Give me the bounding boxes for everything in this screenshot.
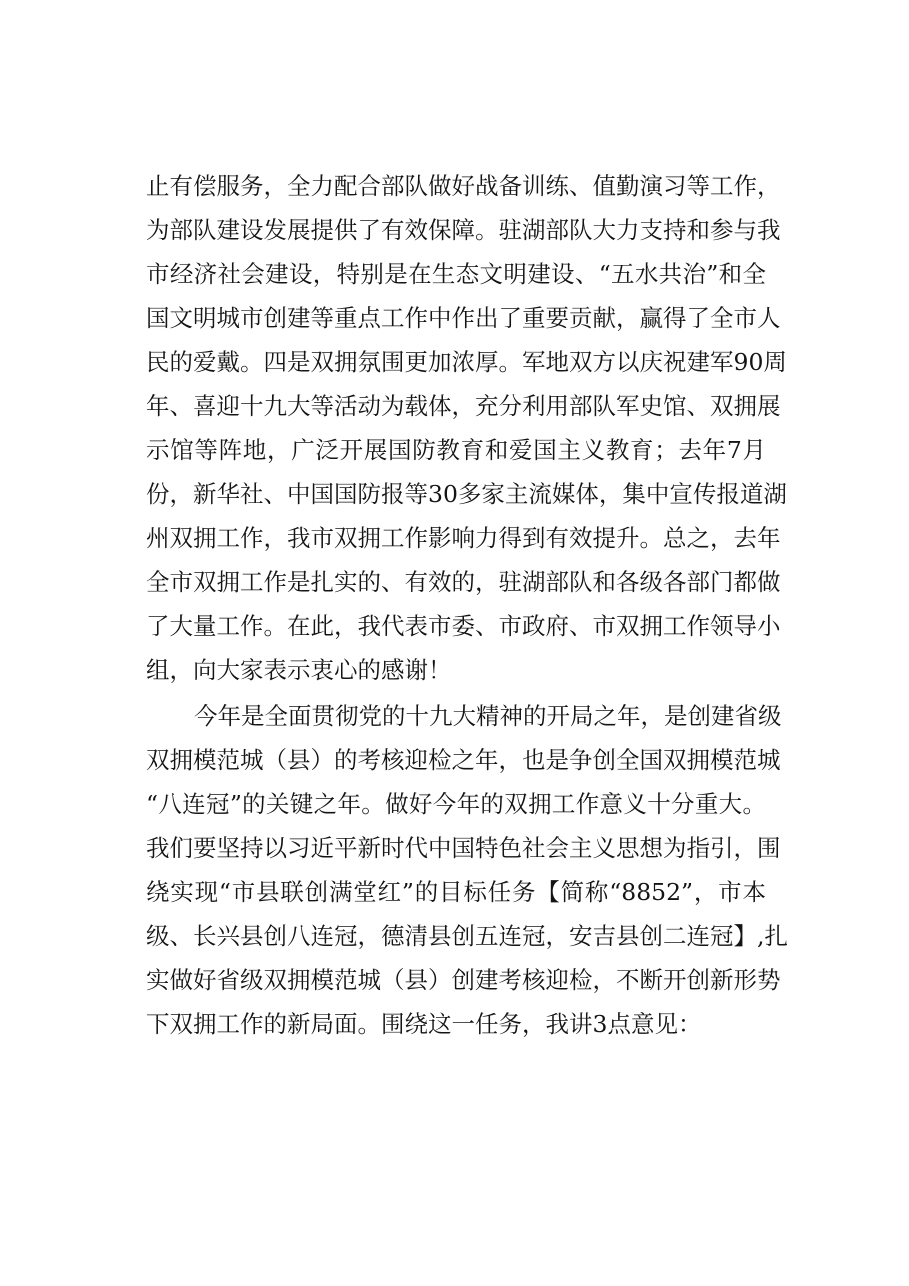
paragraph-line: 绕实现“市县联创满堂红”的目标任务【简称“8852”，市本 (146, 878, 766, 906)
paragraph-line: 全市双拥工作是扎实的、有效的，驻湖部队和各级各部门都做 (146, 568, 781, 596)
paragraph-line: 止有偿服务，全力配合部队做好战备训练、值勤演习等工作， (146, 172, 781, 200)
paragraph-line: 国文明城市创建等重点工作中作出了重要贡献，赢得了全市人 (146, 304, 781, 332)
paragraph-line: 实做好省级双拥模范城（县）创建考核迎检，不断开创新形势 (146, 966, 781, 994)
paragraph-line: 州双拥工作，我市双拥工作影响力得到有效提升。总之，去年 (146, 524, 781, 552)
paragraph-2 (146, 694, 788, 1046)
paragraph-line: 今年是全面贯彻党的十九大精神的开局之年，是创建省级 (194, 702, 782, 730)
paragraph-line: 示馆等阵地，广泛开展国防教育和爱国主义教育；去年7月 (146, 436, 766, 464)
paragraph-line: 我们要坚持以习近平新时代中国特色社会主义思想为指引，围 (146, 834, 781, 862)
paragraph-line: 组，向大家表示衷心的感谢！ (146, 656, 452, 684)
paragraph-line: 级、长兴县创八连冠，德清县创五连冠，安吉县创二连冠】,扎 (146, 922, 788, 950)
paragraph-line: 市经济社会建设，特别是在生态文明建设、“五水共治”和全 (146, 260, 766, 288)
paragraph-line: 双拥模范城（县）的考核迎检之年，也是争创全国双拥模范城 (146, 746, 781, 774)
paragraph-line: 年、喜迎十九大等活动为载体，充分利用部队军史馆、双拥展 (146, 392, 781, 420)
paragraph-line: 下双拥工作的新局面。围绕这一任务，我讲3点意见： (146, 1010, 702, 1038)
paragraph-line: 民的爱戴。四是双拥氛围更加浓厚。军地双方以庆祝建军90周 (146, 348, 787, 376)
paragraph-line: 份，新华社、中国国防报等30多家主流媒体，集中宣传报道湖 (146, 480, 787, 508)
paragraph-1 (146, 164, 787, 692)
paragraph-line: 了大量工作。在此，我代表市委、市政府、市双拥工作领导小 (146, 612, 781, 640)
paragraph-line: 为部队建设发展提供了有效保障。驻湖部队大力支持和参与我 (146, 216, 781, 244)
paragraph-line: “八连冠”的关键之年。做好今年的双拥工作意义十分重大。 (146, 790, 766, 818)
